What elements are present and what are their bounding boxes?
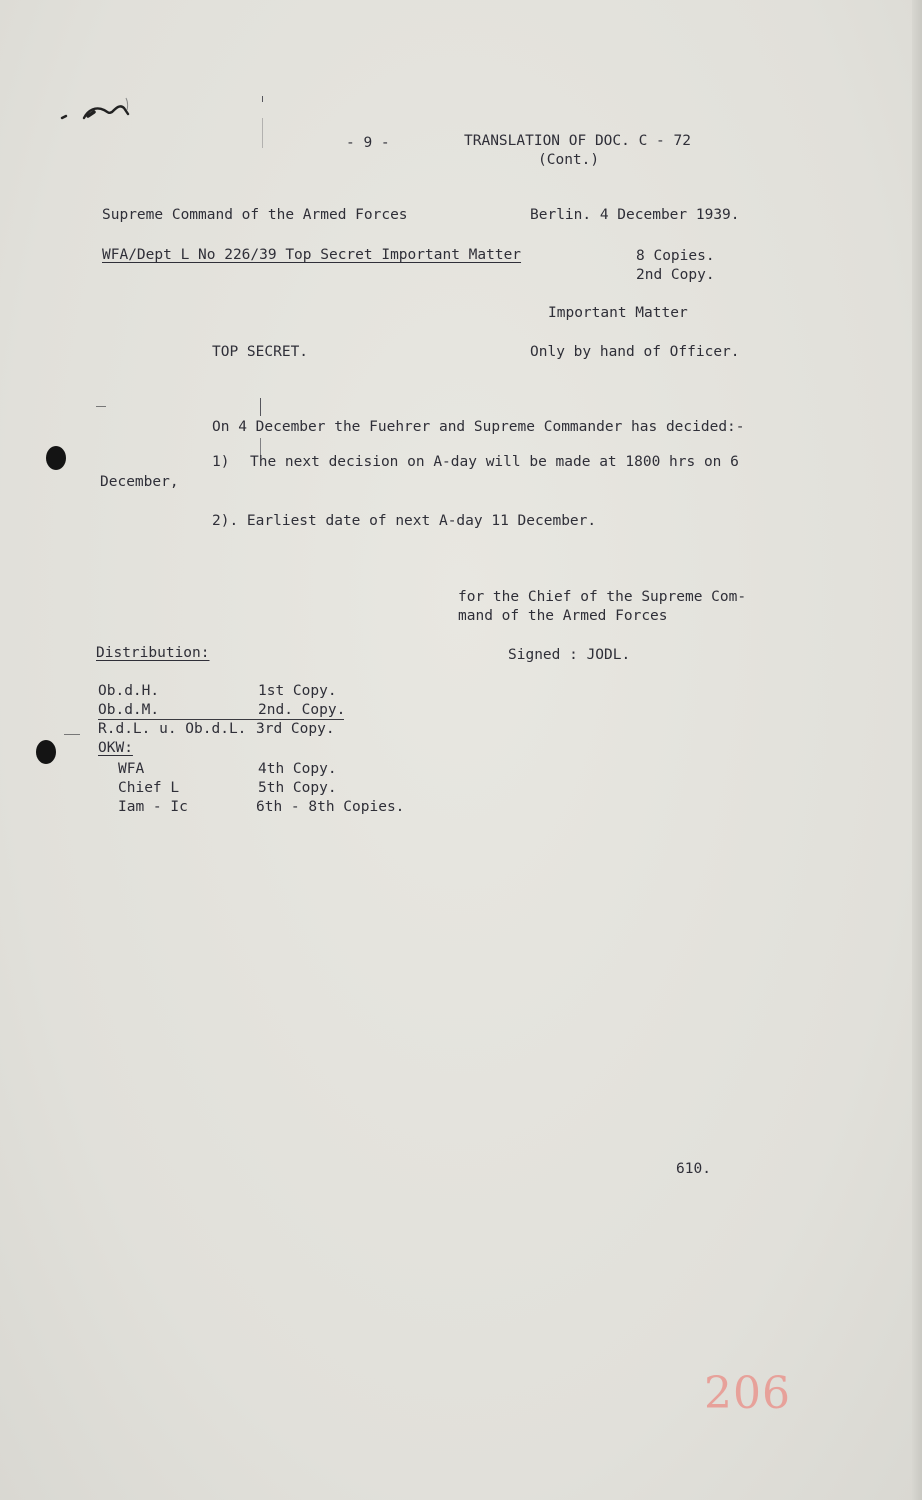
signed-by: Signed : JODL.	[508, 647, 631, 663]
faint-mark	[262, 118, 263, 148]
reference-number: WFA/Dept L No 226/39 Top Secret Important Matter	[102, 247, 522, 263]
distribution-copy: 4th Copy.	[258, 761, 337, 777]
distribution-recipient: R.d.L. u. Ob.d.L.	[98, 721, 247, 737]
document-title: TRANSLATION OF DOC. C - 72	[464, 133, 691, 149]
punch-hole	[46, 446, 66, 470]
punch-hole	[36, 740, 56, 764]
distribution-recipient: Chief L	[118, 780, 180, 796]
stray-dash	[64, 734, 80, 735]
classification: TOP SECRET.	[212, 344, 309, 360]
page-code: 610.	[676, 1161, 711, 1177]
item-1-continuation: December,	[100, 474, 179, 490]
distribution-recipient: Ob.d.H.	[98, 683, 160, 699]
stray-dash	[96, 406, 106, 407]
faint-mark	[262, 96, 263, 102]
decision-intro: On 4 December the Fuehrer and Supreme Commander has decided:-	[212, 419, 745, 435]
distribution-recipient: Ob.d.M.	[98, 702, 160, 718]
distribution-copy: 6th - 8th Copies.	[256, 799, 405, 815]
distribution-underline	[98, 719, 344, 720]
distribution-copy: 3rd Copy.	[256, 721, 335, 737]
page-stamp-number: 206	[704, 1368, 791, 1419]
item-1-text: The next decision on A-day will be made at 1800 hrs on 6	[250, 454, 739, 470]
page-number: - 9 -	[346, 135, 390, 151]
distribution-copy: 5th Copy.	[258, 780, 337, 796]
distribution-recipient: WFA	[118, 761, 145, 777]
distribution-recipient: OKW:	[98, 740, 133, 756]
sender: Supreme Command of the Armed Forces	[102, 207, 408, 223]
page-edge-shadow	[912, 0, 922, 1500]
signature-line-1: for the Chief of the Supreme Com-	[458, 589, 747, 605]
pen-scribble-mark	[58, 96, 138, 136]
copy-number: 2nd Copy.	[636, 267, 715, 283]
signature-line-2: mand of the Armed Forces	[458, 608, 668, 624]
copies-count: 8 Copies.	[636, 248, 715, 264]
distribution-copy: 2nd. Copy.	[258, 702, 346, 718]
distribution-heading: Distribution:	[96, 645, 210, 661]
item-1-number: 1)	[212, 454, 230, 470]
place-date: Berlin. 4 December 1939.	[530, 207, 740, 223]
item-2-text: 2). Earliest date of next A-day 11 December.	[212, 513, 597, 529]
distribution-recipient: Iam - Ic	[118, 799, 188, 815]
document-title-cont: (Cont.)	[538, 152, 600, 168]
handling-instruction: Only by hand of Officer.	[530, 344, 740, 360]
important-matter: Important Matter	[548, 305, 688, 321]
distribution-copy: 1st Copy.	[258, 683, 337, 699]
faint-mark	[260, 398, 261, 416]
